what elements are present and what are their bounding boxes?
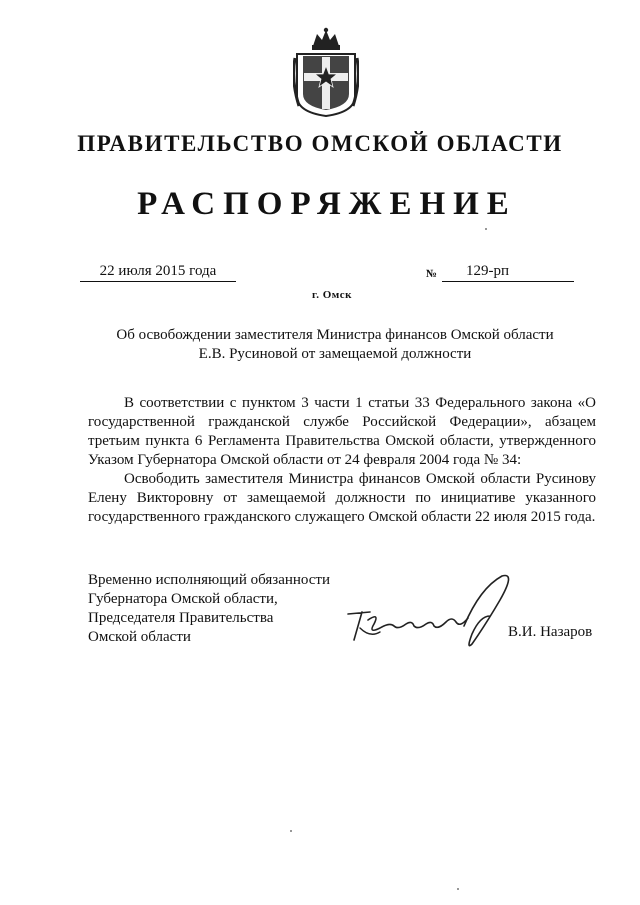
signatory-role-line: Губернатора Омской области, bbox=[88, 591, 278, 607]
subject-line-1: Об освобождении заместителя Министра финансов Омской области bbox=[116, 327, 554, 343]
subject-line-2: Е.В. Русиновой от замещаемой должности bbox=[198, 346, 472, 362]
handwritten-signature bbox=[340, 568, 510, 650]
signatory-role bbox=[88, 571, 358, 647]
document-body bbox=[88, 394, 596, 527]
signatory-role-line: Временно исполняющий обязанности bbox=[88, 572, 331, 588]
document-date: 22 июля 2015 года bbox=[80, 263, 236, 282]
coat-of-arms-icon bbox=[293, 26, 359, 118]
document-subject bbox=[60, 326, 610, 364]
body-paragraph-1: В соответствии с пунктом 3 части 1 статьи 33 Федерального закона «О государственной гражданской службе Российской Федерации», абзацем третьим пункта 6 Регламента Правительства Омской области, утвержденного Указом Губернатора Омской области от 24 февраля 2004 года № 34: bbox=[88, 395, 596, 468]
government-title: ПРАВИТЕЛЬСТВО ОМСКОЙ ОБЛАСТИ bbox=[77, 131, 563, 156]
scan-speck bbox=[290, 830, 292, 832]
scan-speck bbox=[457, 888, 459, 890]
signatory-role-line: Председателя Правительства bbox=[88, 610, 274, 626]
signatory-name: В.И. Назаров bbox=[508, 624, 593, 640]
number-label: № bbox=[426, 268, 438, 280]
document-type-title: РАСПОРЯЖЕНИЕ bbox=[137, 186, 517, 222]
document-number: 129-рп bbox=[442, 263, 574, 282]
signatory-role-line: Омской области bbox=[88, 629, 191, 645]
document-city: г. Омск bbox=[311, 289, 353, 301]
scan-speck bbox=[485, 228, 487, 230]
body-paragraph-2: Освободить заместителя Министра финансов Омской области Русинову Елену Викторовну от замещаемой должности по инициативе указанного государственного гражданского служащего Омской области 22 июля 2015 года. bbox=[88, 471, 596, 525]
